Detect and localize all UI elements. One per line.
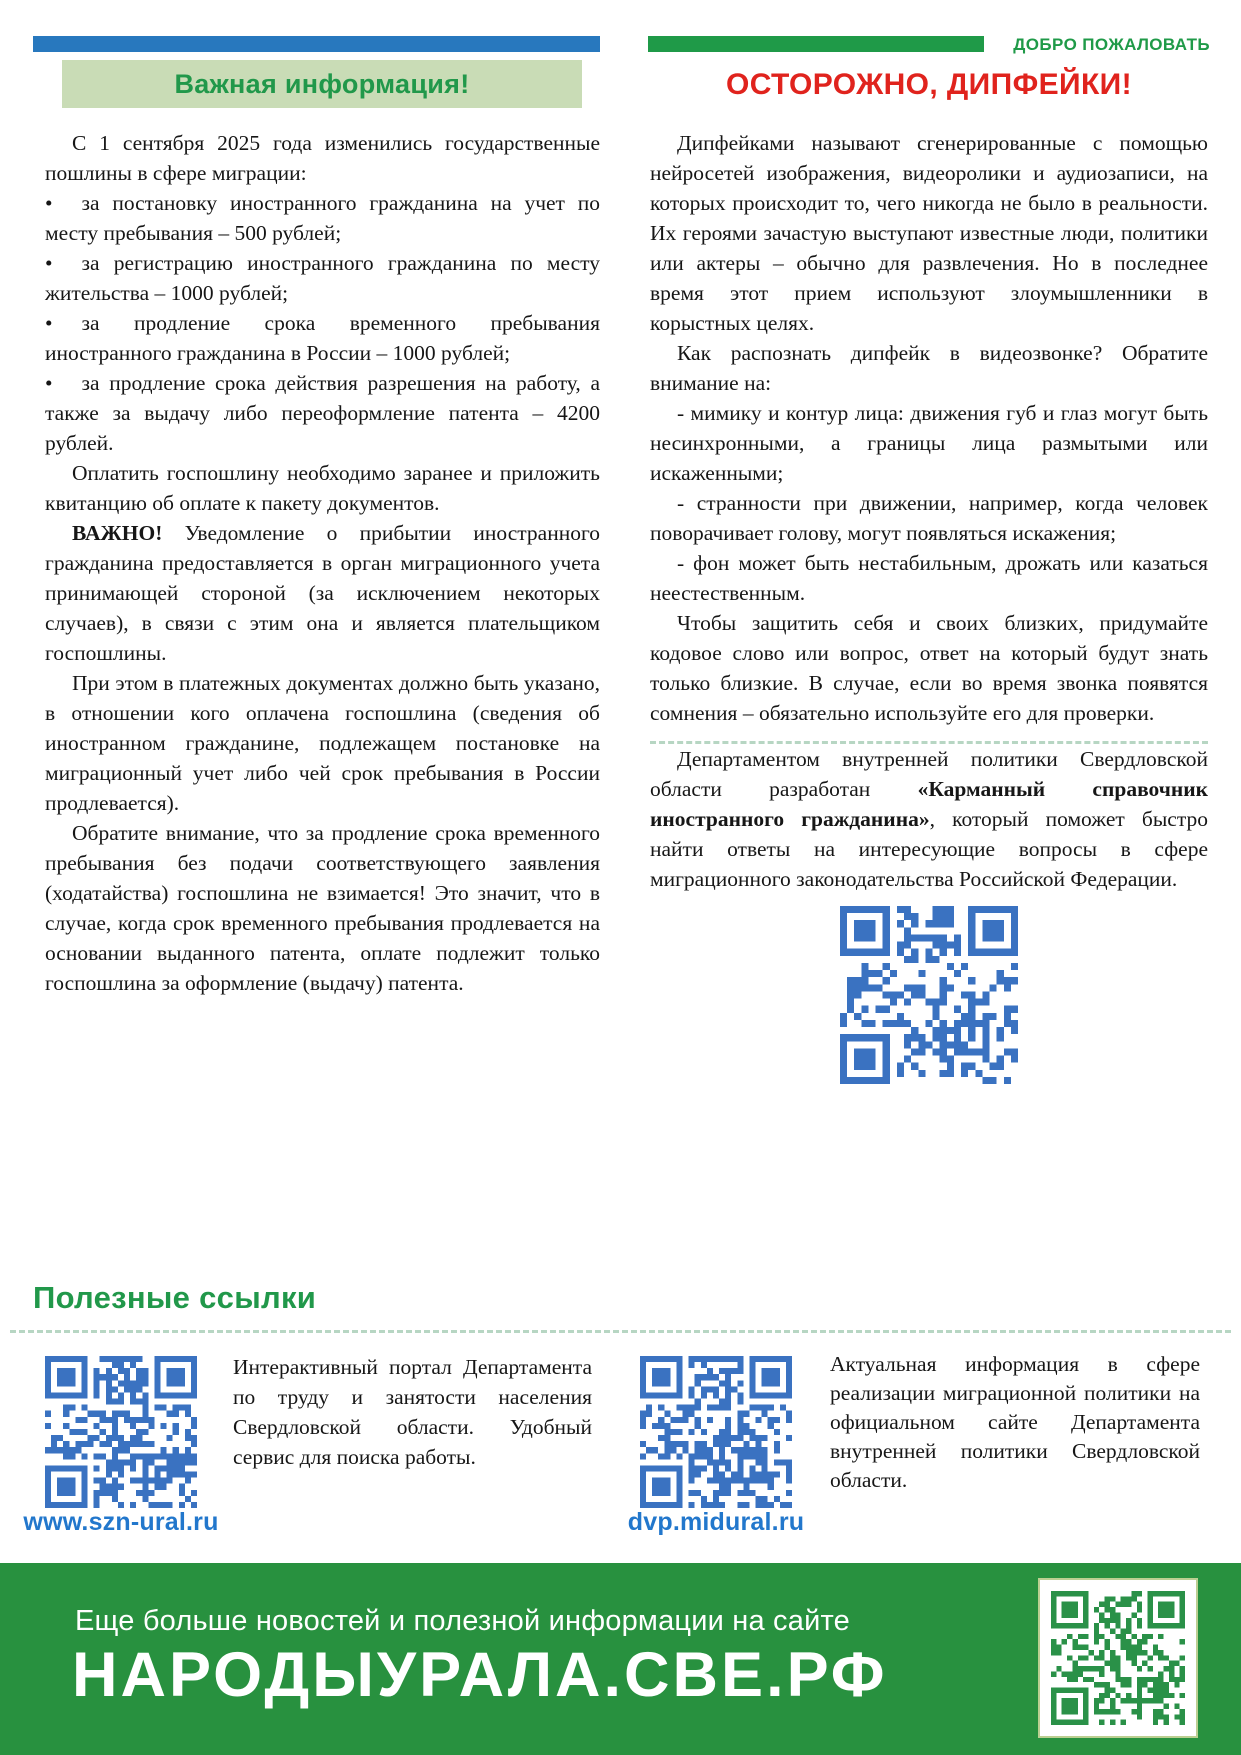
- top-green-bar: [648, 36, 984, 52]
- deepfake-sign-item: - странности при движении, например, когда человек поворачивает голову, могут появляться искажения;: [650, 491, 1208, 545]
- deepfake-sign-item: - фон может быть нестабильным, дрожать или казаться неестественным.: [650, 551, 1208, 605]
- booklet-qr-code: [840, 906, 1018, 1084]
- fee-bullet-text: за постановку иностранного гражданина на учет по месту пребывания – 500 рублей;: [45, 191, 600, 245]
- top-blue-bar: [33, 36, 600, 52]
- dvp-midural-url: dvp.midural.ru: [627, 1508, 805, 1536]
- useful-links-divider: [10, 1330, 1231, 1333]
- booklet-before: Департаментом внутренней политики Свердловской области разработан: [650, 747, 1208, 801]
- important-rest: Уведомление о прибытии иностранного гражданина предоставляется в орган миграционного учета принимающей стороной (за исключением некоторых случаев), в связи с этим она и является плательщиком госпошлины.: [45, 521, 600, 665]
- deepfake-advice-paragraph: Чтобы защитить себя и своих близких, придумайте кодовое слово или вопрос, ответ на который будут знать только близкие. В случае, если во время звонка появятся сомнения – обязательно используйте его для проверки.: [650, 611, 1208, 725]
- bullet-marker: •: [45, 251, 53, 275]
- bullet-marker: •: [45, 371, 53, 395]
- booklet-paragraph: [650, 744, 1208, 894]
- booklet-title: «Карманный справочник иностранного гражданина»: [650, 777, 1209, 831]
- szn-ural-description: Интерактивный портал Департамента по труду и занятости населения Свердловской области. Удобный сервис для поиска работы.: [233, 1355, 592, 1469]
- fee-bullet-text: за регистрацию иностранного гражданина по месту жительства – 1000 рублей;: [45, 251, 600, 305]
- fee-bullet: [45, 248, 600, 308]
- useful-links-title: Полезные ссылки: [33, 1280, 317, 1315]
- deepfake-warning-title: ОСТОРОЖНО, ДИПФЕЙКИ!: [725, 68, 1133, 101]
- footer-qr-panel: [1038, 1578, 1198, 1738]
- note-paragraph: Обратите внимание, что за продление срока временного пребывания без подачи соответствующего заявления (ходатайства) госпошлина не взимается! Это значит, что в случае, когда срок временного пребывания продлевается на основании выданного патента, оплате подлежит только госпошлина за оформление (выдачу) патента.: [45, 821, 600, 995]
- pay-paragraph: Оплатить госпошлину необходимо заранее и приложить квитанцию об оплате к пакету документов.: [45, 461, 600, 515]
- footer-qr-code: [1051, 1591, 1185, 1725]
- right-column: [650, 128, 1208, 1084]
- szn-ural-url: www.szn-ural.ru: [23, 1508, 219, 1536]
- important-paragraph: [45, 518, 600, 668]
- footer-site-name: НАРОДЫУРАЛА.СВЕ.РФ: [72, 1640, 888, 1710]
- important-info-title: Важная информация!: [174, 68, 470, 99]
- bullet-marker: •: [45, 191, 53, 215]
- welcome-label: ДОБРО ПОЖАЛОВАТЬ: [1013, 35, 1210, 54]
- footer-banner: [0, 1563, 1241, 1755]
- booklet-after: , который поможет быстро найти ответы на интересующие вопросы в сфере миграционного законодательства Российской Федерации.: [650, 807, 1209, 891]
- fee-bullet: [45, 188, 600, 248]
- dvp-midural-description: Актуальная информация в сфере реализации миграционной политики на официальном сайте Департамента внутренней политики Свердловской области.: [830, 1352, 1200, 1492]
- fee-bullet-text: за продление срока действия разрешения на работу, а также за выдачу либо переоформление патента – 4200 рублей.: [45, 371, 600, 455]
- payment-docs-paragraph: При этом в платежных документах должно быть указано, в отношении кого оплачена госпошлина (сведения об иностранном гражданине, подлежащем постановке на миграционный учет либо чей срок пребывания в России продлевается).: [45, 671, 600, 815]
- deepfake-sign-item: - мимику и контур лица: движения губ и глаз могут быть несинхронными, а границы лица размытыми или искаженными;: [650, 401, 1208, 485]
- bullet-marker: •: [45, 311, 53, 335]
- left-column: [45, 128, 600, 998]
- important-info-title-box: [62, 60, 582, 108]
- intro-paragraph: С 1 сентября 2025 года изменились государственные пошлины в сфере миграции:: [45, 131, 600, 185]
- footer-tagline: Еще больше новостей и полезной информации на сайте: [75, 1605, 850, 1637]
- fee-bullet: [45, 368, 600, 458]
- fee-bullet: [45, 308, 600, 368]
- dvp-midural-qr-code: [640, 1356, 792, 1508]
- szn-ural-qr-code: [45, 1356, 197, 1508]
- important-lead: ВАЖНО!: [72, 521, 163, 545]
- deepfake-paragraph: Как распознать дипфейк в видеозвонке? Обратите внимание на:: [650, 341, 1208, 395]
- deepfake-paragraph: Дипфейками называют сгенерированные с помощью нейросетей изображения, видеоролики и аудиозаписи, на которых происходит то, чего никогда не было в реальности. Их героями зачастую выступают известные люди, политики или актеры – обычно для развлечения. Но в последнее время этот прием используют злоумышленники в корыстных целях.: [650, 131, 1208, 335]
- fee-bullet-text: за продление срока временного пребывания иностранного гражданина в России – 1000 рублей;: [45, 311, 600, 365]
